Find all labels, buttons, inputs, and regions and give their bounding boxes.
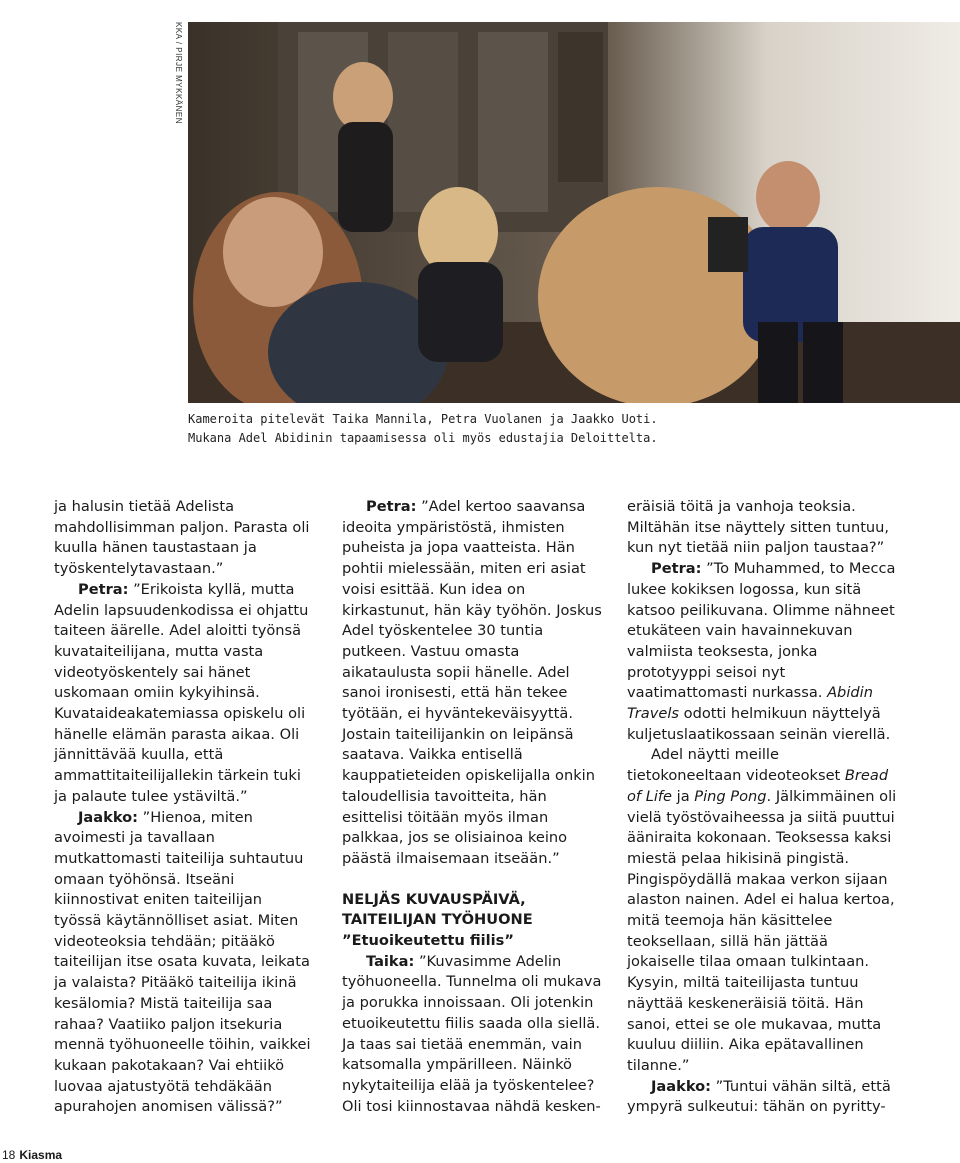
artwork-title: Bread of Life [627,767,889,805]
paragraph-text: ja [672,787,695,805]
magazine-name: Kiasma [19,1148,63,1162]
paragraph-text: ”Tuntui vähän siltä, että ympyrä sulkeutui: tähän on pyritty- [627,1077,891,1116]
heading-line: ”Etuoikeutettu fiilis” [342,932,514,950]
paragraph [342,497,607,870]
paragraph [342,952,607,1118]
photo-caption [188,410,788,448]
paragraph: ja halusin tietää Adelista mahdollisimman paljon. Parasta oli kuulla hänen taustastaan ja työskentelytavastaan.” [54,498,310,578]
article-photo [188,22,960,403]
paragraph-text: ”Erikoista kyllä, mutta Adelin lapsuudenkodissa ei ohjattu taiteen äärelle. Adel aloitti työnsä kuvataiteilijana, mutta vasta videotyöskentely sai hänet uskomaan omiin kykyihinsä. Kuvataideakatemiassa opiskelu oli hänelle elämän parasta aikaa. Oli jännittävää kuulla, että ammattitaiteilijallekin tärkein tuki ja palaute tulee ystäviltä.” [54,580,309,805]
speaker-name: Petra: [78,580,129,598]
paragraph [627,559,897,745]
text-column-1 [54,497,314,1118]
paragraph-text: ”To Muhammed, to Mecca lukee kokiksen logossa, kun sitä katsoo peilikuvana. Olimme nähneet etukäteen vain havainnekuvan valmiista teoksesta, jonka prototyyppi seisoi nyt vaatimattomasti nurkassa. [627,560,896,702]
paragraph [54,808,314,1119]
photo-illustration [188,22,960,403]
paragraph [627,745,897,1076]
paragraph-text: ”Hienoa, miten avoimesti ja tavallaan mutkattomasti taiteilija suhtautuu omaan työhönsä. Itseäni kiinnostivat eniten taiteilijan työssä käytännölliset asiat. Miten videoteoksia tehdään; pitääkö taiteilijan itse osata kuvata, leikata ja valaista? Pitääkö taiteilija ikinä kesälomia? Mistä taiteilija saa rahaa? Vaatiiko paljon itsekuria mennä työhuoneelle töihin, vaikkei kukaan pakotakaan? Vai ehtiikö luovaa ajatustyötä tehdäkään apurahojen anomisen välissä?” [54,808,311,1116]
heading-line: TAITEILIJAN TYÖHUONE [342,911,533,929]
artwork-title: Ping Pong [694,787,767,805]
paragraph-text: ”Adel kertoo saavansa ideoita ympäristöstä, ihmisten puheista ja jopa vaatteista. Hän pohtii mielessään, miten eri asiat voisi esittää. Kun idea on kirkastunut, hän käy työhön. Joskus Adel työskentelee 30 tuntia putkeen. Vastuu omasta aikataulusta sopii hänelle. Adel sanoi ironisesti, että hän tekee työtään, ei hyväntekeväisyyttä. Jostain taiteilijankin on leipänsä saatava. Vaikka entisellä kauppatieteiden opiskelijalla onkin taloudellisia tavoitteita, hän esittelisi töitään myös ilman palkkaa, jos se olisiainoa keino päästä ilmaisemaan itseään.” [342,498,602,867]
paragraph [54,580,314,808]
paragraph-text: odotti helmikuun näyttelyä kuljetuslaatikossaan seinän vierellä. [627,705,891,743]
paragraph-text: . Jälkimmäinen oli vielä työstövaiheessa ja siitä puuttui ääniraita kokonaan. Teoksessa kaksi miestä pelaa hikisinä pingistä. Pingispöydällä makaa verkon sijaan alaston nainen. Adel ei halua kertoa, mitä teemoja hän käsittelee teoksellaan, sillä hän jättää jokaiselle tilaa omaan tulkintaan. Kysyin, miltä taiteilijasta tuntuu näyttää keskeneräisiä töitä. Hän sanoi, ettei se ole mukavaa, mutta kuuluu diiliin. Aika epätavallinen tilanne.” [627,787,897,1074]
photo-credit: KKA / PIRJE MYKKÄNEN [174,22,183,125]
text-column-2 [342,497,607,1117]
caption-line-2: Mukana Adel Abidinin tapaamisessa oli myös edustajia Deloittelta. [188,431,658,445]
paragraph-text: Adel näytti meille tietokoneeltaan videoteokset [627,746,845,785]
page-footer [2,1148,62,1162]
speaker-name: Petra: [366,498,417,515]
heading-line: NELJÄS KUVAUSPÄIVÄ, [342,890,526,908]
speaker-name: Jaakko: [651,1077,712,1095]
page-number: 18 [2,1148,16,1162]
paragraph-text: ”Kuvasimme Adelin työhuoneella. Tunnelma oli mukava ja porukka innoissaan. Oli jotenkin etuoikeutettu fiilis saada olla siellä. Ja taas sai tietää enemmän, vain katsomalla ympärilleen. Näinkö nykytaiteilija elää ja työskentelee? Oli tosi kiinnostavaa nähdä kesken- [342,952,602,1115]
speaker-name: Taika: [366,952,415,970]
artwork-title: Abidin Travels [627,684,873,723]
section-heading [342,890,607,952]
caption-line-1: Kameroita pitelevät Taika Mannila, Petra Vuolanen ja Jaakko Uoti. [188,412,658,426]
speaker-name: Petra: [651,560,702,578]
text-column-3 [627,497,897,1118]
speaker-name: Jaakko: [78,808,139,826]
paragraph [627,1077,897,1118]
paragraph: eräisiä töitä ja vanhoja teoksia. Miltähän itse näyttely sitten tuntuu, kun nyt tietää niin paljon taustaa?” [627,498,890,557]
